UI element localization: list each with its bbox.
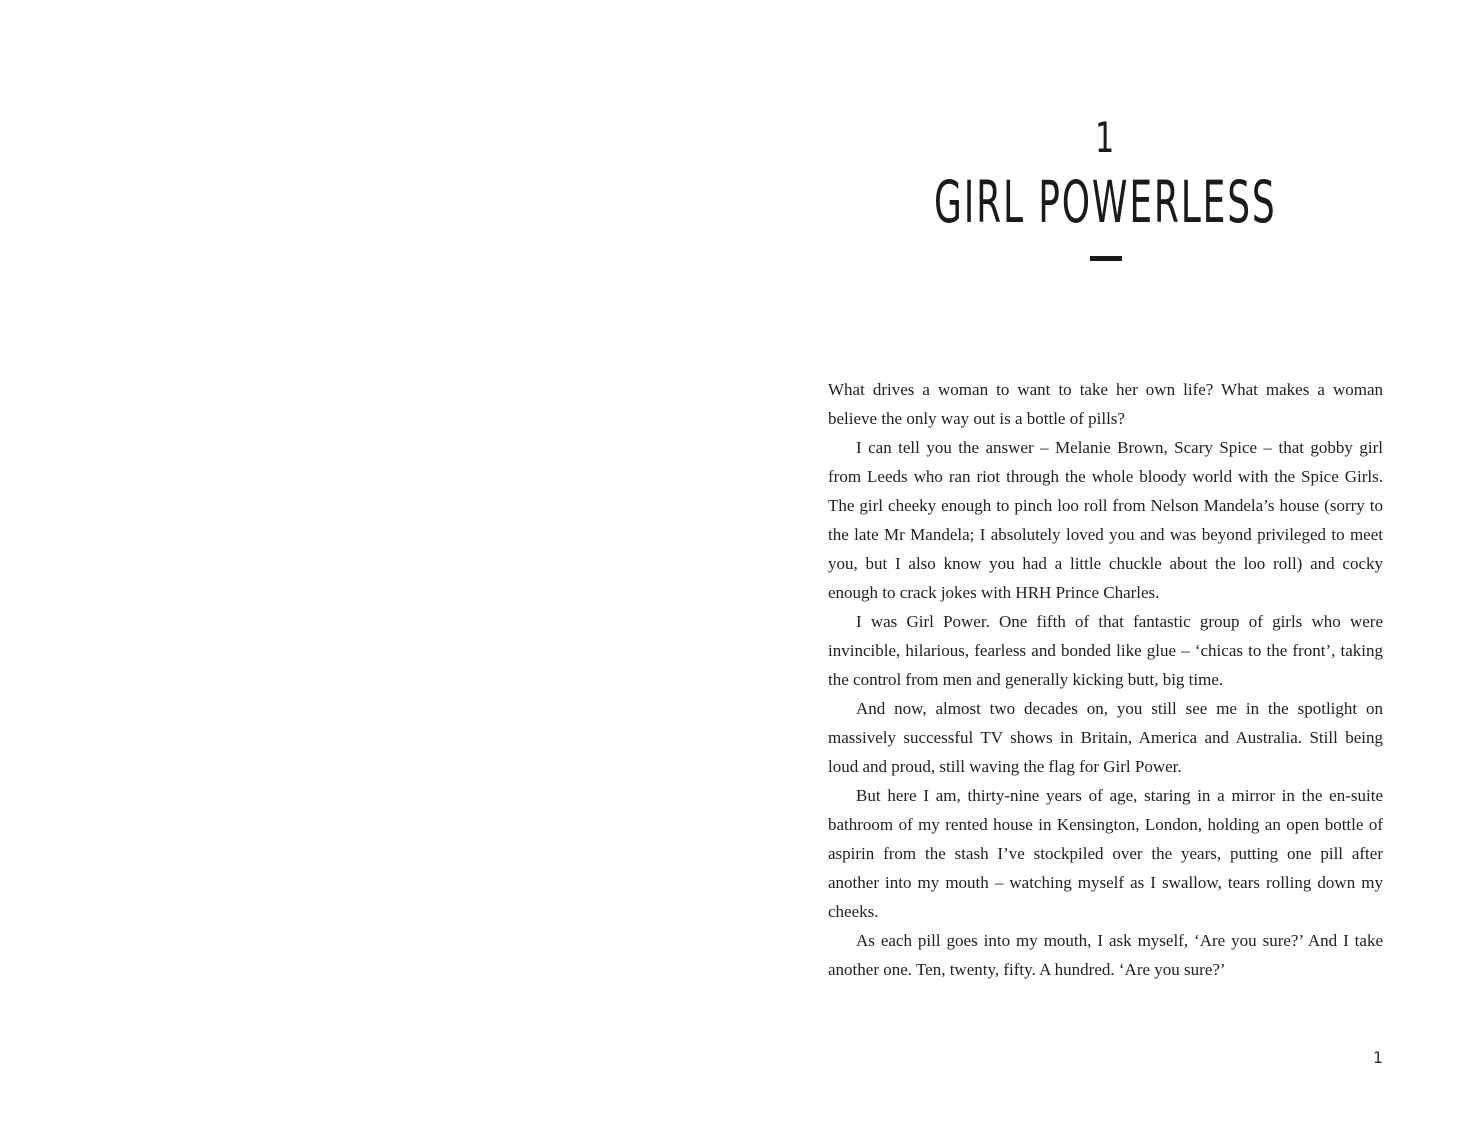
paragraph: I can tell you the answer – Melanie Brown, Scary Spice – that gobby girl from Leeds who ran riot through the whole bloody world with the Spice Girls. The girl cheeky enough to pinch loo roll from Nelson Mandela’s house (sorry to the late Mr Mandela; I absolutely loved you and was beyond privileged to meet you, but I also know you had a little chuckle about the loo roll) and cocky enough to crack jokes with HRH Prince Charles. bbox=[828, 438, 1383, 602]
paragraph: As each pill goes into my mouth, I ask myself, ‘Are you sure?’ And I take another one. Ten, twenty, fifty. A hundred. ‘Are you sure?’ bbox=[828, 931, 1383, 979]
title-rule-divider bbox=[1090, 256, 1122, 261]
paragraph: I was Girl Power. One fifth of that fantastic group of girls who were invincible, hilarious, fearless and bonded like glue – ‘chicas to the front’, taking the control from men and generally kicking butt, big time. bbox=[828, 612, 1383, 689]
right-page bbox=[737, 0, 1474, 1123]
chapter-title: GIRL POWERLESS bbox=[933, 168, 1277, 236]
paragraph: What drives a woman to want to take her own life? What makes a woman believe the only way out is a bottle of pills? bbox=[828, 380, 1383, 428]
chapter-number: 1 bbox=[1095, 113, 1116, 162]
chapter-body bbox=[828, 375, 1383, 984]
paragraph: And now, almost two decades on, you still see me in the spotlight on massively successful TV shows in Britain, America and Australia. Still being loud and proud, still waving the flag for Girl Power. bbox=[828, 699, 1383, 776]
paragraph: But here I am, thirty-nine years of age, staring in a mirror in the en-suite bathroom of my rented house in Kensington, London, holding an open bottle of aspirin from the stash I’ve stockpiled over the years, putting one pill after another into my mouth – watching myself as I swallow, tears rolling down my cheeks. bbox=[828, 786, 1383, 921]
page-number: 1 bbox=[1372, 1048, 1383, 1067]
